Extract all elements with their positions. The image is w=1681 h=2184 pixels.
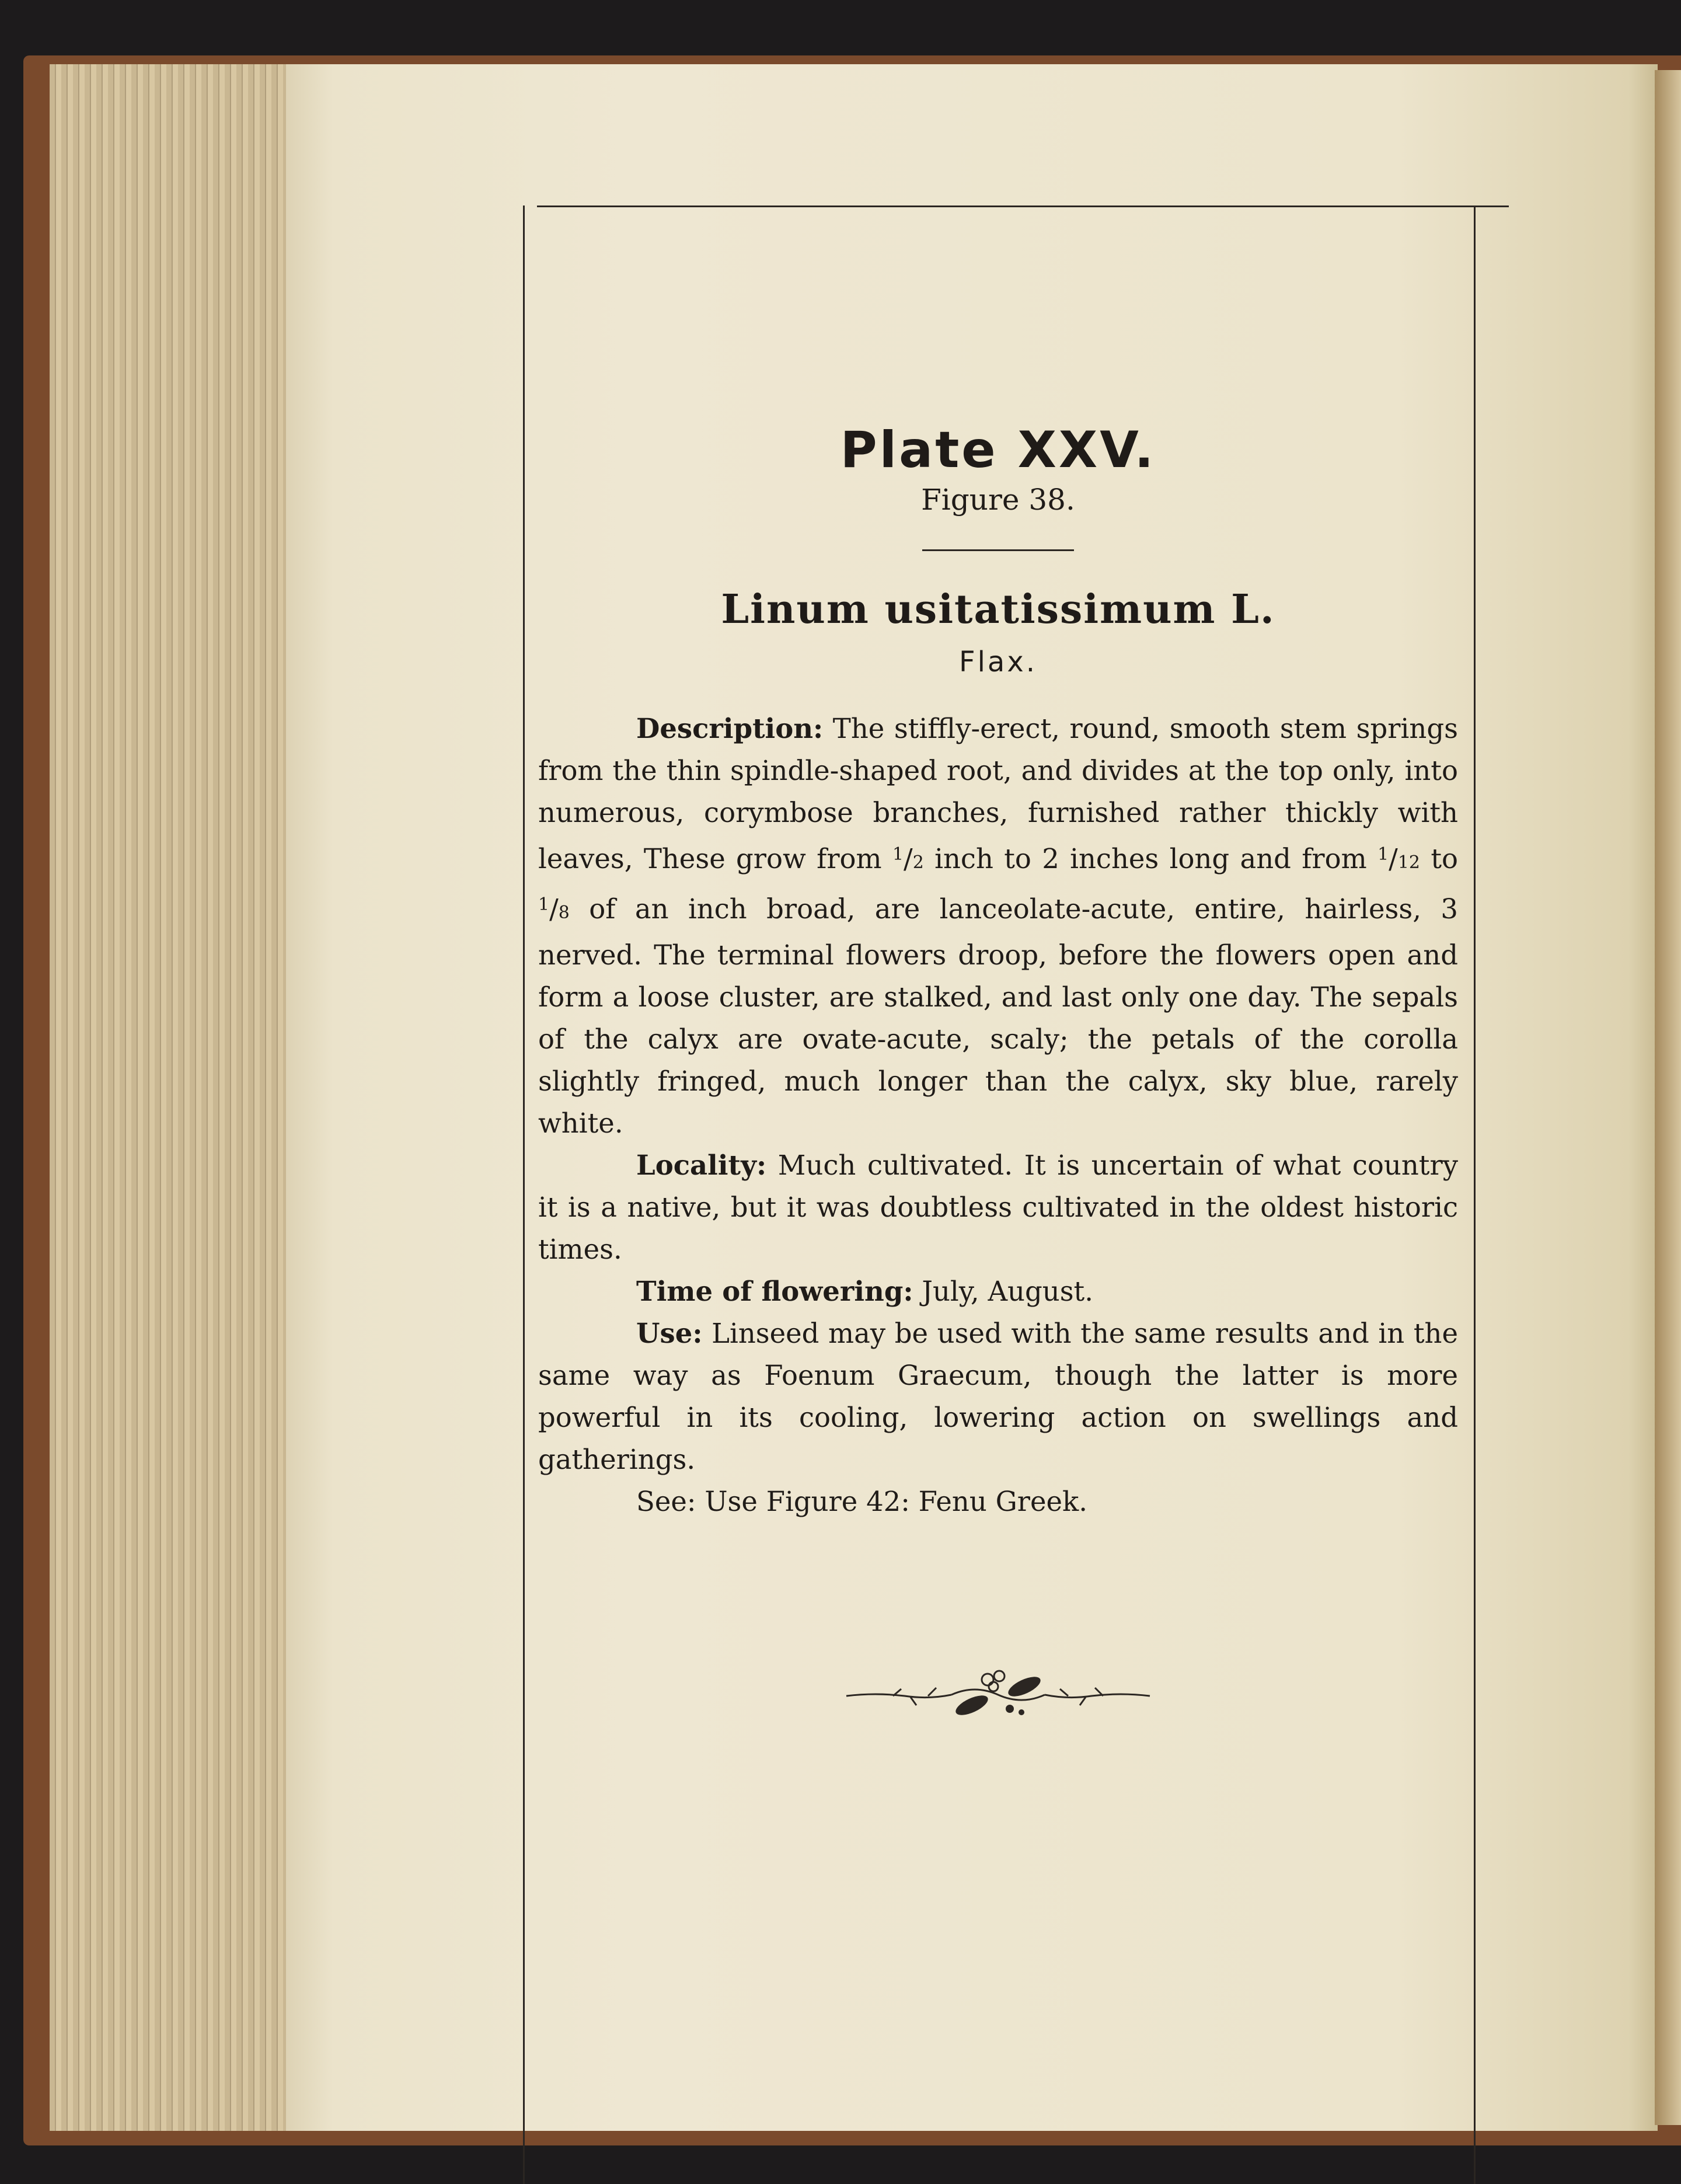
plate-text xyxy=(538,420,1458,1523)
figure-number: Figure 38. xyxy=(921,483,1075,517)
see-also: See: Use Figure 42: Fenu Greek. xyxy=(636,1486,1087,1518)
frame-right-rule xyxy=(1474,205,1476,2184)
description-text-1: The stiffly-erect, round, smooth stem springs from the thin spindle-shaped root, and divides at the top only, into numerous, corymbose branches, furnished rather thickly with leaves, These grow from xyxy=(538,713,1458,875)
locality-label: Locality: xyxy=(636,1149,767,1182)
floral-ornament-icon xyxy=(840,1667,1156,1725)
frame-top-rule xyxy=(537,205,1509,207)
fraction-3-denominator: 8 xyxy=(558,903,570,924)
latin-name: Linum usitatissimum L. xyxy=(721,586,1275,633)
frame-left-rule xyxy=(523,205,525,2184)
locality-paragraph xyxy=(538,1144,1458,1270)
locality-text: Much cultivated. It is uncertain of what country it is a native, but it was doubtless cultivated in the oldest historic times. xyxy=(538,1150,1458,1266)
plate-title: Plate XXV. xyxy=(840,421,1156,479)
use-label: Use: xyxy=(636,1317,703,1350)
next-page-edge xyxy=(1655,70,1681,2125)
flowering-label: Time of flowering: xyxy=(636,1275,913,1308)
description-text-2: inch to 2 inches long and from xyxy=(923,843,1378,875)
use-paragraph xyxy=(538,1312,1458,1481)
title-divider xyxy=(922,549,1074,551)
fraction-3-numerator: 1 xyxy=(538,894,550,915)
fraction-1-numerator: 1 xyxy=(892,844,904,865)
description-text-3: to xyxy=(1420,843,1459,875)
fraction-2-denominator: 12 xyxy=(1397,852,1421,873)
fraction-2-numerator: 1 xyxy=(1377,844,1389,865)
description-paragraph: Description: The stiffly-erect, round, smooth stem springs from the thin spindle-shaped root, and divides at the top only, into numerous, corymbose branches, furnished rather thickly with leaves, These grow from $^1$/2 inch to 2 inches long and from $^1$/12 to $^1$/8 of an inch broad, are lanceolate-acute, entire, hairless, 3 nerved. The terminal flowers droop, before the flowers open and form a loose cluster, are stalked, and last only one day. The sepals of the calyx are ovate-acute, scaly; the petals of the corolla slightly fringed, much longer than the calyx, sky blue, rarely white. xyxy=(538,712,1459,1140)
fraction-1-denominator: 2 xyxy=(912,852,924,873)
flowering-text: July, August. xyxy=(913,1276,1094,1308)
description-label: Description: xyxy=(636,712,824,745)
common-name: Flax. xyxy=(958,646,1038,679)
description-text-4: of an inch broad, are lanceolate-acute, entire, hairless, 3 nerved. The terminal flowers droop, before the flowers open and form a loose cluster, are stalked, and last only one day. The sepals of the calyx are ovate-acute, scaly; the petals of the corolla slightly fringed, much longer than the calyx, sky blue, rarely white. xyxy=(538,893,1458,1140)
page-stack xyxy=(50,64,295,2131)
flowering-paragraph xyxy=(538,1270,1458,1312)
use-text: Linseed may be used with the same results and in the same way as Foenum Graecum, though the latter is more powerful in its cooling, lowering action on swellings and gatherings. xyxy=(538,1318,1458,1476)
